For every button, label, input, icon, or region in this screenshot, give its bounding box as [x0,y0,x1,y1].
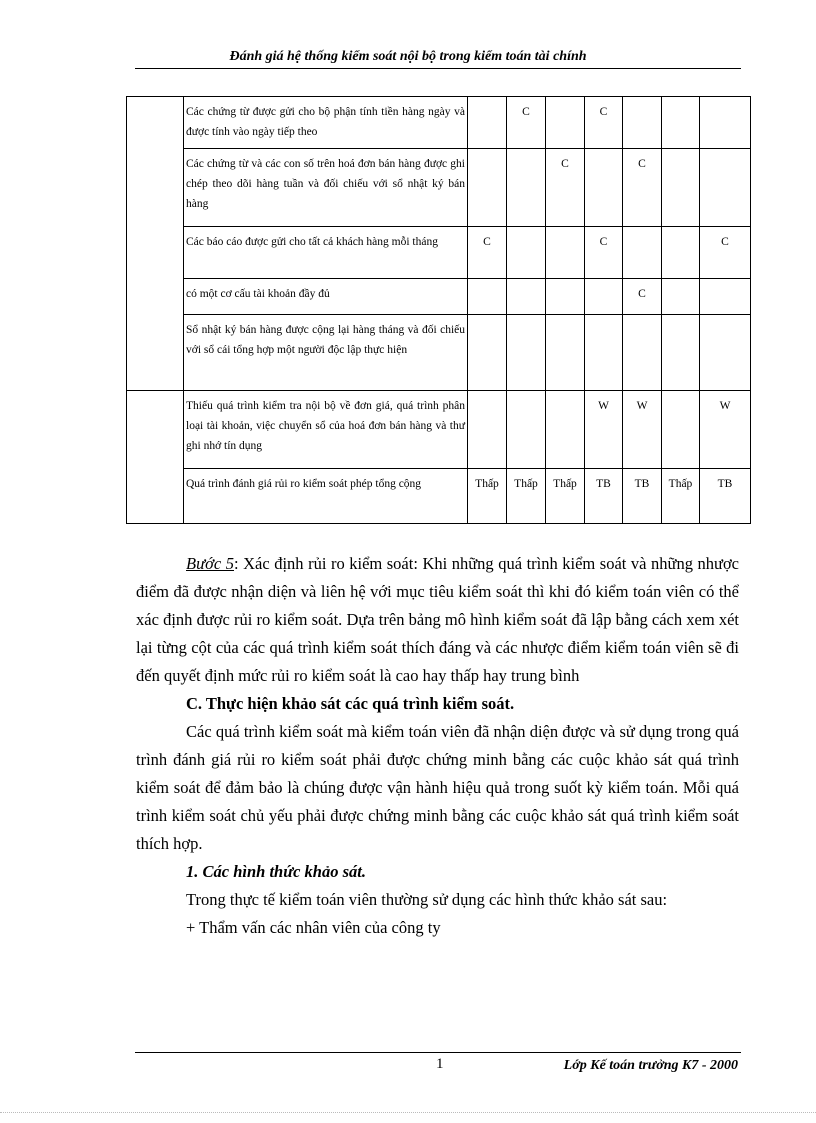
footer-rule [135,1052,741,1053]
group-cell-weaknesses [127,391,184,524]
row-description: Các chứng từ và các con số trên hoá đơn bán hàng được ghi chép theo dõi hàng tuần và đối chiếu với sổ nhật ký bán hàng [184,149,468,227]
step5-label: Bước 5 [186,554,234,573]
objective-mark-cell [585,279,623,315]
objective-mark-cell: TB [700,469,751,524]
objective-mark-cell: C [623,149,662,227]
table-row [127,227,751,279]
objective-mark-cell: C [468,227,507,279]
section-c-heading: C. Thực hiện khảo sát các quá trình kiểm soát. [186,694,515,713]
objective-mark-cell: W [700,391,751,469]
objective-mark-cell [468,391,507,469]
objective-mark-cell: Thấp [662,469,700,524]
row-description: Thiếu quá trình kiểm tra nội bộ về đơn giá, quá trình phân loại tài khoản, việc chuyển sổ của hoá đơn bán hàng và thư ghi nhớ tín dụng [184,391,468,469]
objective-mark-cell: C [546,149,585,227]
objective-mark-cell [662,315,700,391]
objective-mark-cell: C [585,227,623,279]
objective-mark-cell: C [700,227,751,279]
table-row [127,469,751,524]
row-description: có một cơ cấu tài khoản đầy đủ [184,279,468,315]
row-description: Quá trình đánh giá rủi ro kiểm soát phép tổng cộng [184,469,468,524]
objective-mark-cell [507,227,546,279]
objective-mark-cell [662,279,700,315]
objective-mark-cell [662,97,700,149]
objective-mark-cell [623,97,662,149]
objective-mark-cell [468,315,507,391]
table-row [127,149,751,227]
objective-mark-cell: Thấp [468,469,507,524]
objective-mark-cell: Thấp [507,469,546,524]
objective-mark-cell [507,149,546,227]
objective-mark-cell [468,149,507,227]
objective-mark-cell [507,391,546,469]
header-rule [135,68,741,69]
objective-mark-cell: C [585,97,623,149]
table-row [127,97,751,149]
page-bottom-dotted-line [0,1112,816,1113]
row-description: Các chứng từ được gửi cho bộ phận tính tiền hàng ngày và được tính vào ngày tiếp theo [184,97,468,149]
table-row [127,279,751,315]
objective-mark-cell: W [623,391,662,469]
page-number: 1 [436,1056,444,1072]
objective-mark-cell [700,97,751,149]
page-header-title: Đánh giá hệ thống kiểm soát nội bộ trong kiểm toán tài chính [229,49,587,64]
objective-mark-cell [700,315,751,391]
footer-class-label: Lớp Kế toán trưởng K7 - 2000 [563,1058,738,1073]
objective-mark-cell: C [507,97,546,149]
section-1-heading: 1. Các hình thức khảo sát. [186,862,366,881]
objective-mark-cell [507,279,546,315]
objective-mark-cell: Thấp [546,469,585,524]
step5-text: : Xác định rủi ro kiểm soát: Khi những quá trình kiểm soát và những nhược điểm đã được nhận diện và liên hệ với mục tiêu kiểm soát thì khi đó kiểm toán viên có thể xác định được rủi ro kiểm soát. Dựa trên bảng mô hình kiểm soát đã lập bằng cách xem xét lại từng cột của các quá trình kiểm soát thích đáng và các nhược điểm kiểm toán viên sẽ đi đến quyết định mức rủi ro kiểm soát là cao hay thấp hay trung bình [136,554,739,685]
objective-mark-cell: TB [623,469,662,524]
table-row [127,391,751,469]
objective-mark-cell [546,227,585,279]
bullet-item: + Thẩm vấn các nhân viên của công ty [186,918,441,937]
objective-mark-cell [662,391,700,469]
section-1-paragraph: Trong thực tế kiểm toán viên thường sử dụng các hình thức khảo sát sau: [186,890,668,909]
objective-mark-cell: TB [585,469,623,524]
objective-mark-cell [585,149,623,227]
group-cell-controls [127,97,184,391]
objective-mark-cell [662,227,700,279]
objective-mark-cell [546,391,585,469]
row-description: Các báo cáo được gửi cho tất cả khách hàng mỗi tháng [184,227,468,279]
objective-mark-cell [700,149,751,227]
objective-mark-cell [468,279,507,315]
objective-mark-cell: C [623,279,662,315]
table-row [127,315,751,391]
objective-mark-cell [468,97,507,149]
body-text [136,550,739,942]
step5-paragraph [136,550,739,690]
section-c-paragraph: Các quá trình kiểm soát mà kiểm toán viên đã nhận diện được và sử dụng trong quá trình đánh giá rủi ro kiểm soát phải được chứng minh bằng các cuộc khảo sát quá trình kiểm soát để đảm bảo là chúng được vận hành hiệu quả trong suốt kỳ kiểm toán. Mỗi quá trình kiểm soát chủ yếu phải được chứng minh bằng các cuộc khảo sát quá trình kiểm soát thích hợp. [136,722,739,853]
objective-mark-cell [507,315,546,391]
objective-mark-cell [662,149,700,227]
objective-mark-cell [546,97,585,149]
objective-mark-cell: W [585,391,623,469]
objective-mark-cell [546,279,585,315]
objective-mark-cell [623,227,662,279]
control-table [126,96,751,524]
objective-mark-cell [585,315,623,391]
objective-mark-cell [546,315,585,391]
row-description: Sổ nhật ký bán hàng được cộng lại hàng tháng và đối chiếu với sổ cái tổng hợp một người độc lập thực hiện [184,315,468,391]
objective-mark-cell [700,279,751,315]
objective-mark-cell [623,315,662,391]
